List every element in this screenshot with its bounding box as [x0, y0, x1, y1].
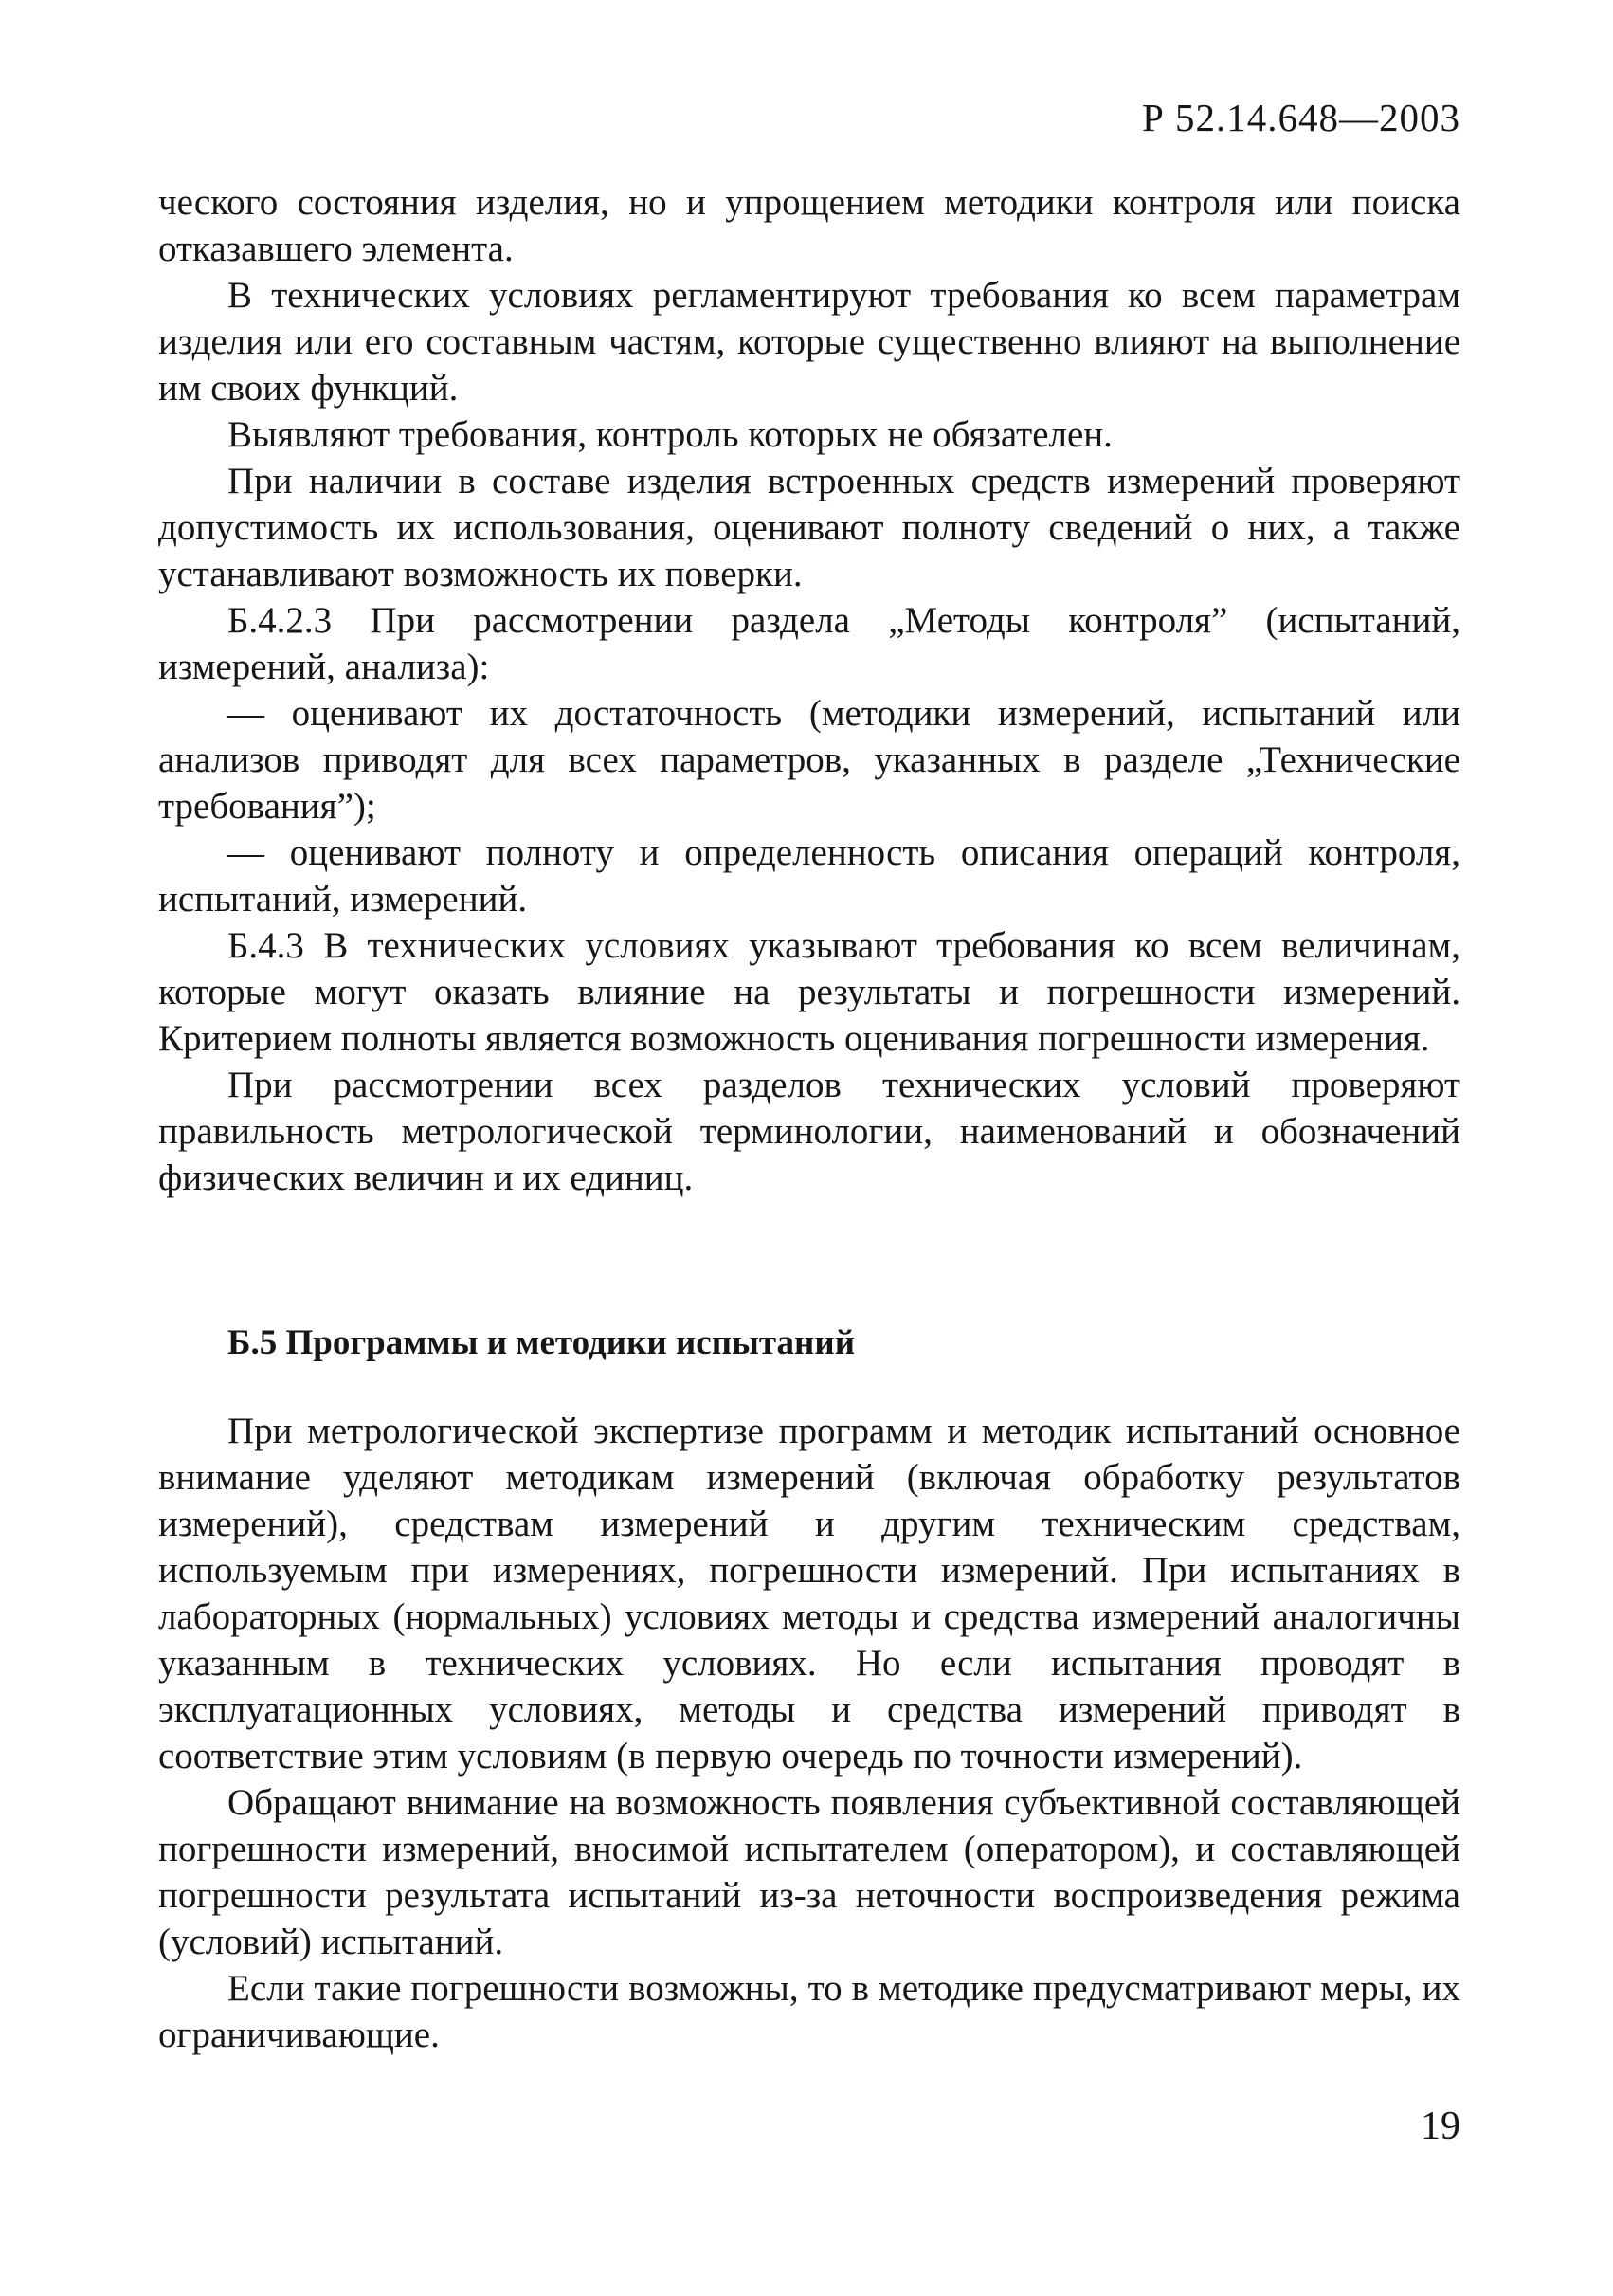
- document-number: Р 52.14.648—2003: [1141, 96, 1460, 139]
- paragraph-continuation: ческого состояния изделия, но и упрощением методики контроля или поиска отказавшего элемента.: [158, 182, 1460, 269]
- page-number: 19: [1421, 2105, 1460, 2148]
- clause-b-4-3: Б.4.3 В технических условиях указывают требования ко всем величинам, которые могут оказать влияние на результаты и погрешности измерений. Критерием полноты является возможность оценивания погрешности измерения.: [158, 925, 1460, 1059]
- clause-b-4-2-3: Б.4.2.3 При рассмотрении раздела „Методы контроля” (испытаний, измерений, анализа):: [158, 600, 1460, 687]
- paragraph: Выявляют требования, контроль которых не обязателен.: [227, 414, 1113, 455]
- paragraph: При рассмотрении всех разделов технических условий проверяют правильность метрологической терминологии, наименований и обозначений физических величин и их единиц.: [158, 1065, 1460, 1198]
- paragraph: Если такие погрешности возможны, то в методике предусматривают меры, их ограничивающие.: [158, 1968, 1460, 2055]
- paragraph: Обращают внимание на возможность появления субъективной составляющей погрешности измерений, вносимой испытателем (оператором), и составляющей погрешности результата испытаний из-за неточности воспроизведения режима (условий) испытаний.: [158, 1782, 1460, 1962]
- body-text-top: [158, 179, 1460, 1201]
- list-item: — оценивают их достаточность (методики измерений, испытаний или анализов приводят для всех параметров, указанных в разделе „Технические требования”);: [158, 693, 1460, 827]
- paragraph: При наличии в составе изделия встроенных средств измерений проверяют допустимость их использования, оценивают полноту сведений о них, а также устанавливают возможность их поверки.: [158, 461, 1460, 594]
- body-text-bottom: [158, 1408, 1460, 2058]
- section-heading: Б.5 Программы и методики испытаний: [227, 1323, 856, 1362]
- paragraph: В технических условиях регламентируют требования ко всем параметрам изделия или его составным частям, которые существенно влияют на выполнение им своих функций.: [158, 275, 1460, 409]
- list-item: — оценивают полноту и определенность описания операций контроля, испытаний, измерений.: [158, 832, 1460, 920]
- paragraph: При метрологической экспертизе программ и методик испытаний основное внимание уделяют методикам измерений (включая обработку результатов измерений), средствам измерений и другим техническим средствам, используемым при измерениях, погрешности измерений. При испытаниях в лабораторных (нормальных) условиях методы и средства измерений аналогичны указанным в технических условиях. Но если испытания проводят в эксплуатационных условиях, методы и средства измерений приводят в соответствие этим условиям (в первую очередь по точности измерений).: [158, 1411, 1460, 1777]
